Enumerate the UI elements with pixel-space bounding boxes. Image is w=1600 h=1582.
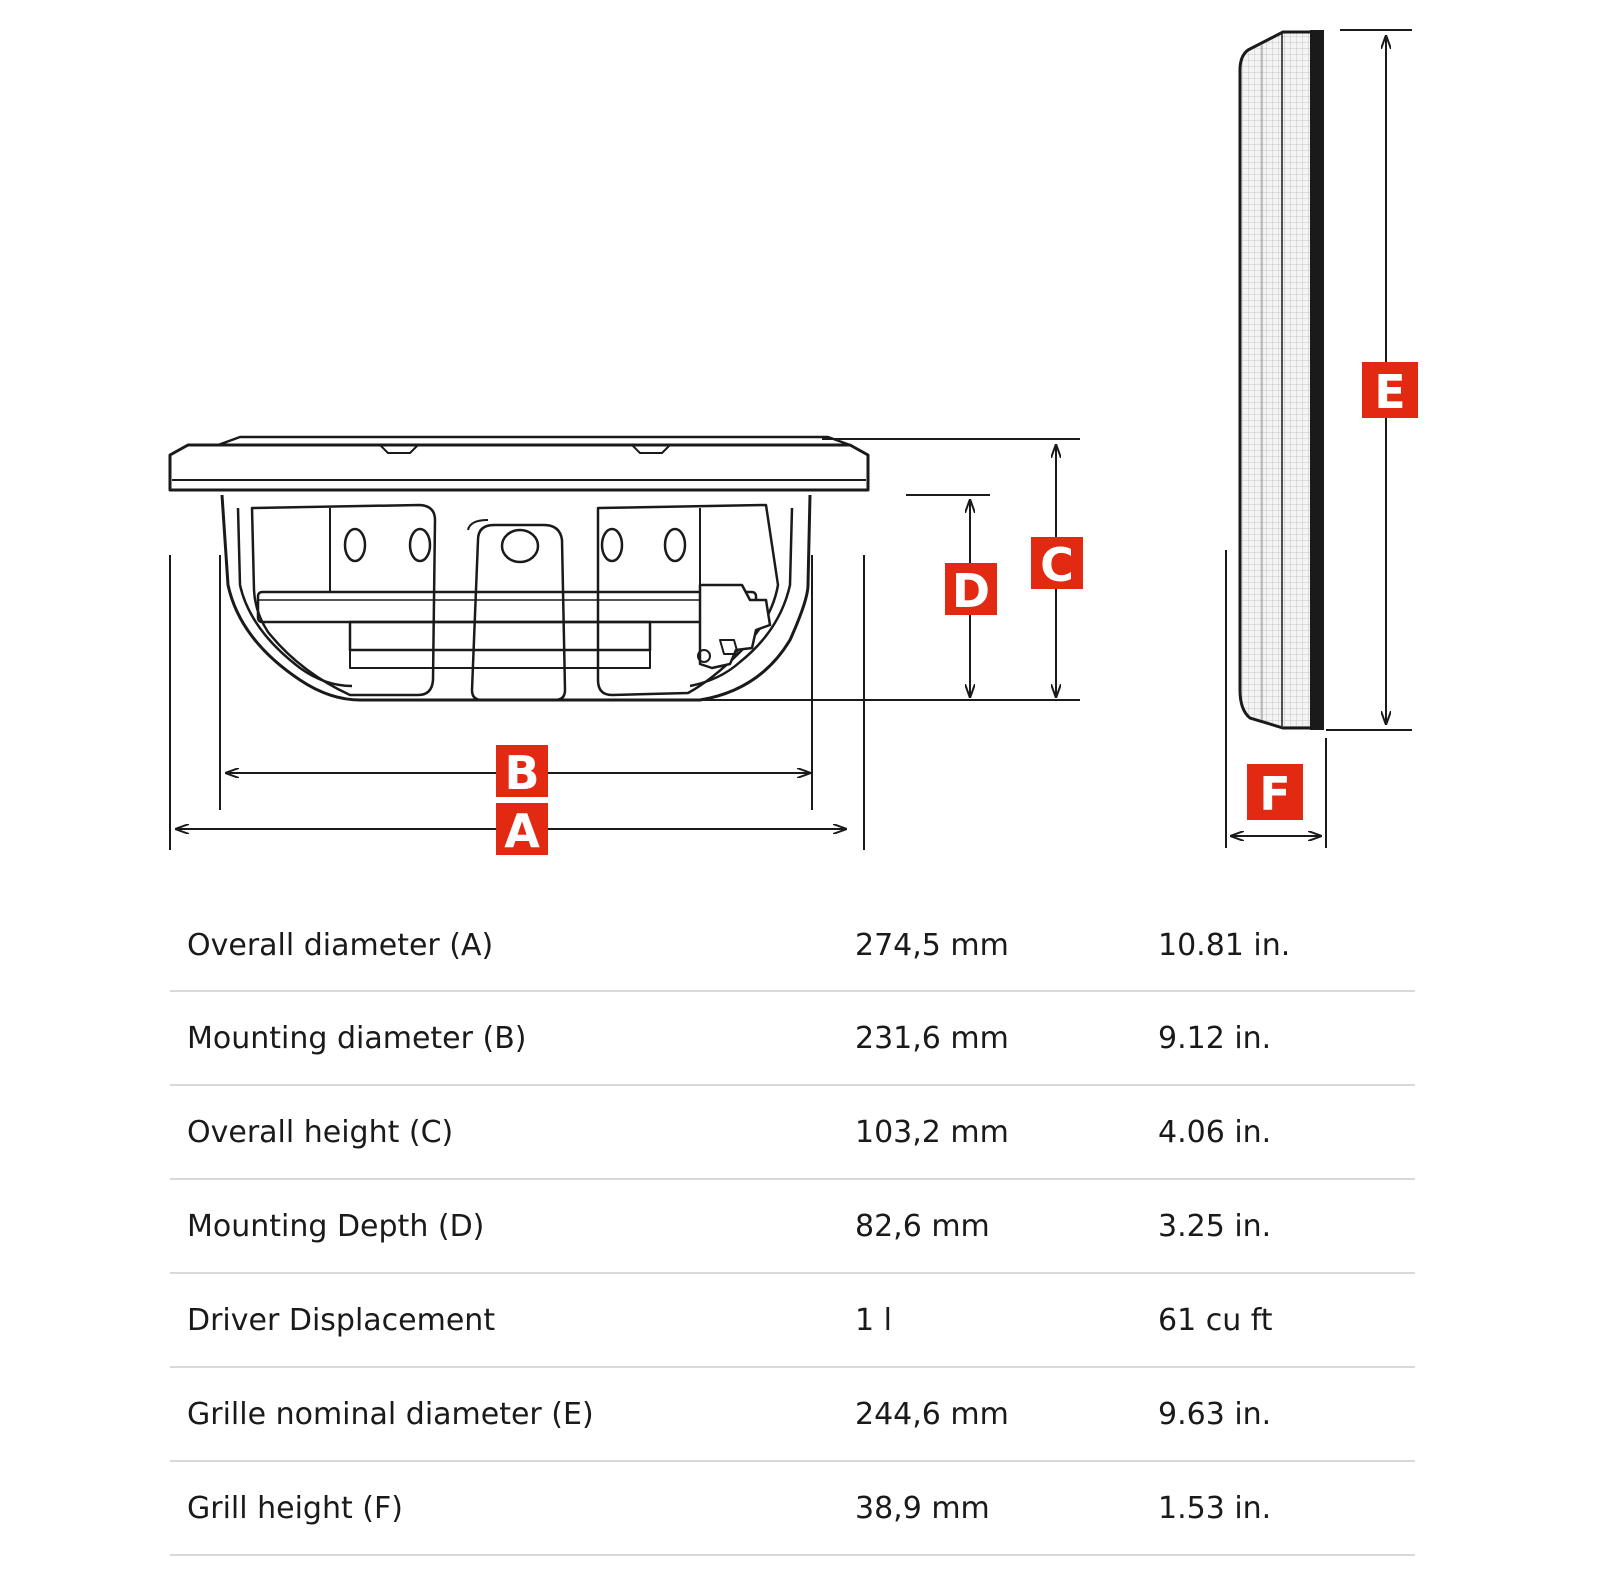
label-f: F: [1259, 767, 1291, 821]
spec-name: Overall height (C): [170, 1085, 855, 1179]
label-box-c: [1031, 537, 1083, 592]
spec-metric: 1 l: [855, 1273, 1158, 1367]
label-e: E: [1374, 365, 1406, 419]
spec-name: Grill height (F): [170, 1461, 855, 1555]
spec-metric: 82,6 mm: [855, 1179, 1158, 1273]
grille-rim: [1310, 30, 1324, 730]
spec-metric: 38,9 mm: [855, 1461, 1158, 1555]
spec-name: Mounting Depth (D): [170, 1179, 855, 1273]
spec-imperial: 3.25 in.: [1158, 1179, 1415, 1273]
label-a: A: [504, 804, 540, 858]
label-box-b: [496, 745, 548, 800]
spec-metric: 231,6 mm: [855, 991, 1158, 1085]
spec-imperial: 4.06 in.: [1158, 1085, 1415, 1179]
table-row: [170, 1273, 1415, 1367]
table-row: [170, 900, 1415, 991]
label-box-d: [945, 563, 997, 618]
spec-metric: 244,6 mm: [855, 1367, 1158, 1461]
spec-name: Overall diameter (A): [170, 900, 855, 991]
table-row: [170, 1367, 1415, 1461]
table-row: [170, 1085, 1415, 1179]
label-box-e: [1362, 362, 1418, 419]
speaker-side-view: [170, 437, 868, 700]
table-row: [170, 1179, 1415, 1273]
label-b: B: [504, 746, 540, 800]
speaker-flange: [170, 445, 868, 490]
table-row: [170, 991, 1415, 1085]
spec-imperial: 61 cu ft: [1158, 1273, 1415, 1367]
spec-imperial: 10.81 in.: [1158, 900, 1415, 991]
spec-name: Driver Displacement: [170, 1273, 855, 1367]
label-c: C: [1040, 538, 1074, 592]
grille-side-view: [1240, 30, 1324, 730]
label-d: D: [951, 564, 991, 618]
spec-imperial: 9.63 in.: [1158, 1367, 1415, 1461]
spec-imperial: 9.12 in.: [1158, 991, 1415, 1085]
label-box-a: [496, 803, 548, 858]
spec-metric: 103,2 mm: [855, 1085, 1158, 1179]
label-box-f: [1247, 764, 1303, 821]
table-row: [170, 1461, 1415, 1555]
spec-name: Mounting diameter (B): [170, 991, 855, 1085]
spec-name: Grille nominal diameter (E): [170, 1367, 855, 1461]
spec-imperial: 1.53 in.: [1158, 1461, 1415, 1555]
spec-metric: 274,5 mm: [855, 900, 1158, 991]
specifications-table: [170, 900, 1415, 1556]
